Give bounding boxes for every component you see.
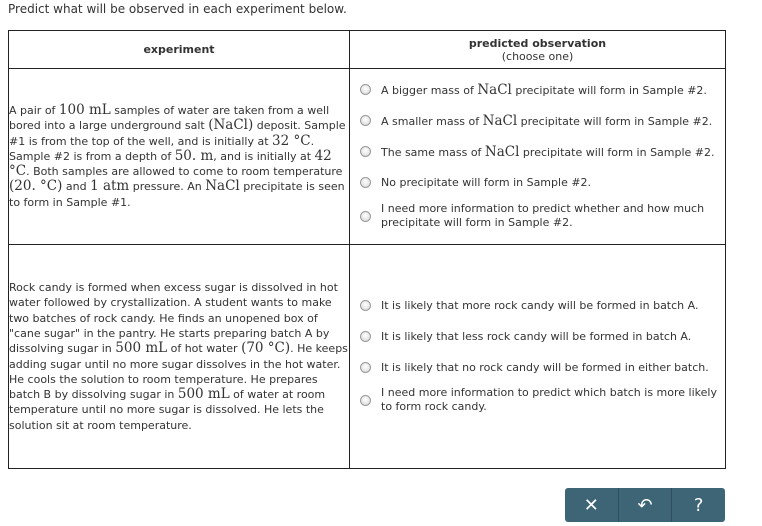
- radio-button[interactable]: [360, 115, 371, 126]
- math: 50. m: [174, 147, 214, 164]
- option-1-5[interactable]: [350, 202, 725, 230]
- radio-button[interactable]: [360, 300, 371, 311]
- answer-toolbar: [565, 488, 725, 522]
- option-label: [381, 145, 725, 160]
- text: A bigger mass of: [381, 84, 478, 97]
- radio-button[interactable]: [360, 177, 371, 188]
- text: pressure. An: [129, 180, 206, 194]
- header-observation: [350, 31, 726, 69]
- math: 42 °C: [9, 147, 332, 180]
- undo-button[interactable]: [619, 488, 673, 522]
- math: NaCl: [484, 144, 520, 160]
- option-label: It is likely that no rock candy will be formed in either batch.: [381, 361, 709, 374]
- text: deposit. Sample #1 is from the top of the well, and is initially at: [9, 119, 346, 148]
- text: precipitate will form in Sample #2.: [511, 84, 707, 97]
- radio-button[interactable]: [360, 84, 371, 95]
- text: of hot water: [167, 342, 242, 356]
- radio-button[interactable]: [360, 362, 371, 373]
- math: 500 mL: [115, 340, 168, 357]
- experiment-1-description: [9, 69, 350, 245]
- radio-button[interactable]: [360, 211, 371, 222]
- math: 32 °C: [272, 132, 311, 149]
- header-observation-sub: (choose one): [501, 49, 574, 63]
- table-header-row: [9, 31, 726, 69]
- experiment-row-1: [9, 69, 726, 245]
- text: Rock candy is formed when excess sugar is dissolved in hot water followed by crystallization. A student wants to make two batches of rock candy. He finds an unopened box of "cane sugar" in the pantry. He starts preparing batch A by dissolving sugar in: [9, 281, 338, 356]
- math: NaCl: [482, 113, 518, 129]
- text: samples of water are taken from a well bored into a large underground salt: [9, 103, 330, 133]
- help-button[interactable]: [672, 488, 725, 522]
- text: of water at room temperature until no more sugar is dissolved. He lets the solution sit at room temperature.: [9, 388, 326, 432]
- option-label: I need more information to predict whether and how much precipitate will form in Sample #2.: [381, 202, 705, 229]
- option-label: It is likely that less rock candy will be formed in batch A.: [381, 330, 692, 343]
- option-2-4[interactable]: [350, 386, 725, 414]
- math: 500 mL: [177, 386, 230, 403]
- math: NaCl: [477, 82, 512, 98]
- text: precipitate will form in Sample #2.: [517, 115, 713, 128]
- text: . Both samples are allowed to come to room temperature: [26, 165, 343, 179]
- help-icon: ?: [693, 494, 704, 516]
- text: and: [62, 180, 91, 194]
- text: , and is initially at: [213, 149, 315, 163]
- option-2-1[interactable]: [350, 299, 725, 313]
- text: . Sample #2 is from a depth of: [9, 134, 315, 163]
- math: (20. °C): [9, 178, 63, 195]
- header-experiment: experiment: [9, 31, 350, 69]
- math: (NaCl): [208, 117, 254, 134]
- experiment-row-2: [9, 245, 726, 469]
- math: NaCl: [205, 178, 240, 195]
- experiment-2-options: [350, 245, 726, 469]
- instructions: Predict what will be observed in each experiment below.: [8, 2, 347, 16]
- option-label: I need more information to predict which batch is more likely to form rock candy.: [381, 386, 717, 413]
- math: 100 mL: [58, 101, 111, 118]
- option-2-2[interactable]: [350, 330, 725, 344]
- option-1-4[interactable]: [350, 176, 725, 190]
- option-label: [381, 83, 725, 98]
- option-label: [381, 114, 725, 129]
- text: A smaller mass of: [381, 115, 483, 128]
- radio-button[interactable]: [360, 395, 371, 406]
- text: precipitate will form in Sample #2.: [519, 146, 715, 159]
- experiment-2-description: [9, 245, 350, 469]
- math: 1 atm: [90, 178, 130, 195]
- header-observation-title: predicted observation: [468, 36, 607, 50]
- text: The same mass of: [381, 146, 485, 159]
- radio-button[interactable]: [360, 331, 371, 342]
- experiment-1-options: [350, 69, 726, 245]
- undo-icon: ↶: [637, 494, 653, 516]
- option-1-1[interactable]: [350, 83, 725, 98]
- radio-button[interactable]: [360, 146, 371, 157]
- option-label: No precipitate will form in Sample #2.: [381, 176, 592, 189]
- option-1-3[interactable]: [350, 145, 725, 160]
- text: . He keeps adding sugar until no more sugar dissolves in the hot water. He cools the solution to room temperature. He prepares batch B by dissolving sugar in: [9, 342, 348, 402]
- close-icon: ✕: [583, 494, 599, 516]
- option-2-3[interactable]: [350, 361, 725, 375]
- option-1-2[interactable]: [350, 114, 725, 129]
- experiment-table: [8, 30, 726, 469]
- text: precipitate is seen to form in Sample #1.: [9, 180, 345, 209]
- clear-button[interactable]: [565, 488, 619, 522]
- option-label: It is likely that more rock candy will be formed in batch A.: [381, 299, 699, 312]
- text: A pair of: [9, 103, 59, 117]
- math: (70 °C): [241, 340, 291, 357]
